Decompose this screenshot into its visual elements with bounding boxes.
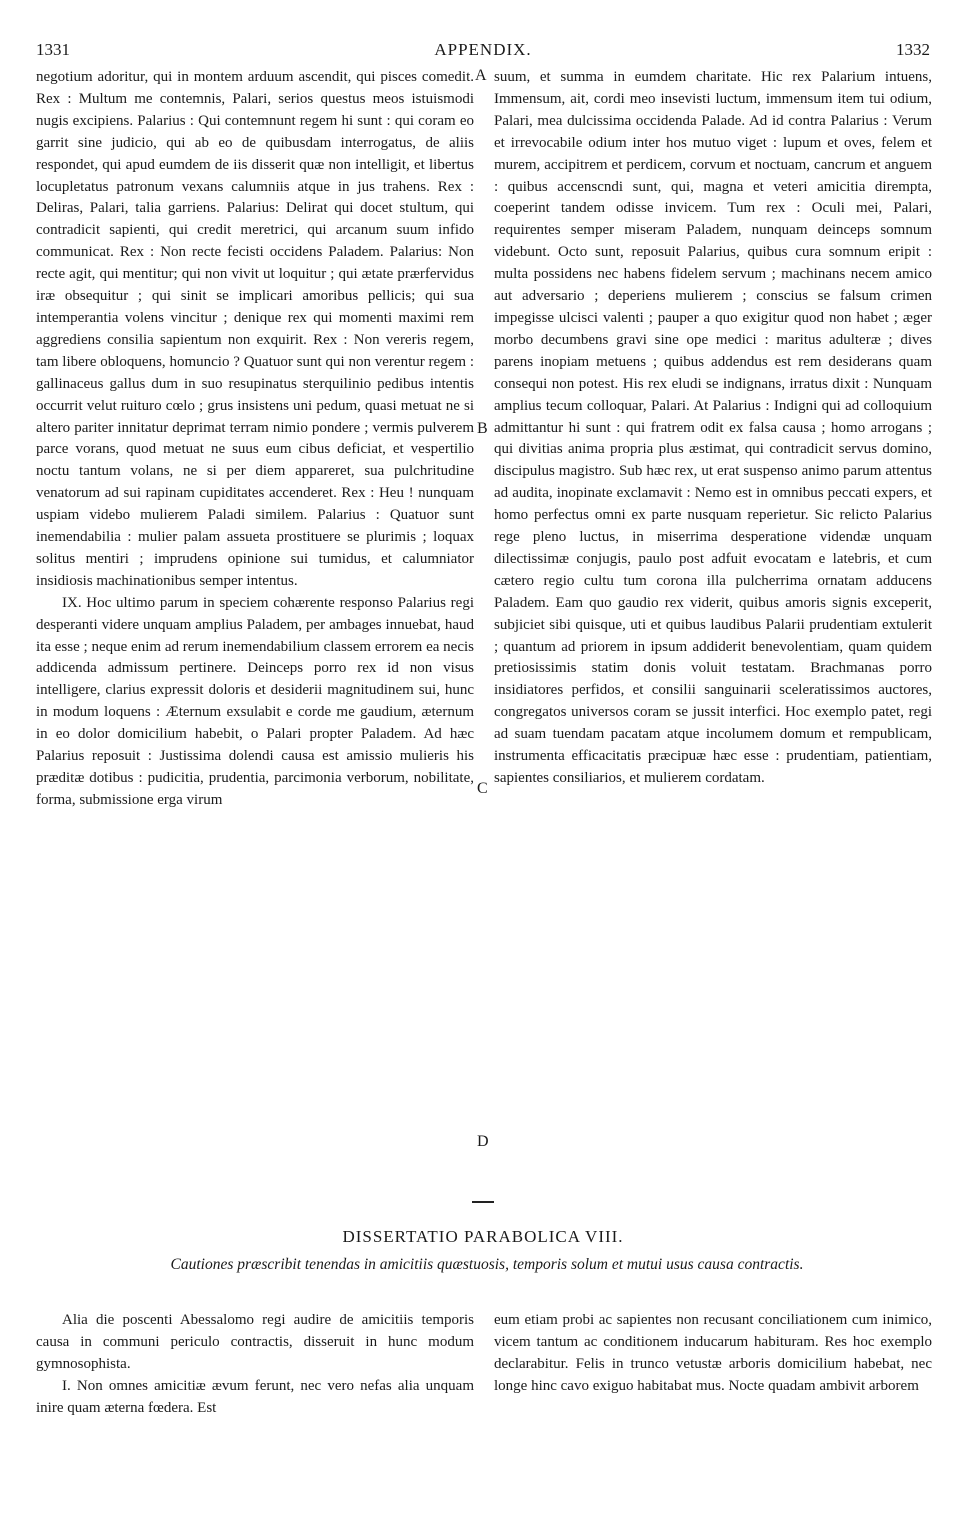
left-column (36, 67, 474, 812)
margin-marker-c: C (477, 780, 488, 797)
right-column (494, 67, 932, 790)
section-right-column (494, 1310, 932, 1398)
margin-marker-d: D (477, 1133, 489, 1150)
section-divider (472, 1201, 494, 1203)
running-head (36, 40, 930, 62)
paragraph: IX. Hoc ultimo parum in speciem cohærente responso Palarius regi desperanti videre unquam amplius Paladem, per ambages innuebat, haud ita esse ; neque enim ad rerum inemendabilium classem errorem ea necis addicenda admissum pertinere. Deinceps porro rex id non visus intelligere, clarius expressit doloris et desiderii magnitudinem sui, hunc in modum loquens : Æternum exsulabit e corde me gaudium, æternum in eo dolor domicilium habebit, o Palari propter Paladem. Ad hæc Palarius reposuit : Justissima dolendi causa est amissio mulieris his præditæ dotibus : pudicitia, prudentia, parcimonia verborum, nobilitate, forma, submissione erga virum (36, 594, 474, 808)
page-number-left: 1331 (36, 40, 70, 59)
paragraph: Alia die poscenti Abessalomo regi audire de amicitiis temporis causa in communi periculo contractis, disseruit in hunc modum gymnosophista. (36, 1312, 474, 1372)
page-number-right: 1332 (896, 40, 930, 59)
margin-marker-b: B (477, 420, 488, 437)
section-subtitle: Cautiones præscribit tenendas in amicitiis quæstuosis, temporis solum et mutui usus causa contractis. (170, 1256, 804, 1273)
margin-marker-a: A (475, 67, 487, 84)
paragraph: negotium adoritur, qui in montem arduum ascendit, qui pisces comedit. Rex : Multum me contemnis, Palari, serios questus meos istuismodi nugis excipiens. Palarius : Qui contemnunt regem hi sunt : qui coram eo garrit sine judicio, qui ab eo de quibusdam interrogatus, de aliis respondet, qui apud eumdem de iis disserit quæ non intelligit, et libertus locupletatus patronum vexans calumniis atque in jus trahens. Rex : Deliras, Palari, talia garriens. Palarius: Delirat qui docet stultum, qui contradicit sapienti, qui credit meretrici, qui arcanum suum infido communicat. Rex : Non recte fecisti occidens Paladem. Palarius: Non recte agit, qui mentitur; qui non vivit ut loquitur ; qui ætate prærfervidus iræ obsequitur ; qui sinit se implicari amoribus pellicis; qui sua intemperantia volens vincitur ; denique rex qui momenti maximi rem aggrediens consilia sapientum non exquirit. Rex : Non vereris regem, tam libere obloquens, homuncio ? Quatuor sunt qui non verentur regem : gallinaceus gallus dum in suo resupinatus sterquilinio pedibus intentis occurrit velut ruituro cœlo ; grus insistens uni pedum, quasi metuat ne si altero pariter innitatur deprimat terram nimio pondere ; vermis pulverem parce vorans, quod metuat ne suus eum cibus deficiat, et vespertilio noctu tantum volans, ne si per diem appareret, sua pulchritudine venatorum ad sui rapinam cupiditates accenderet. Rex : Heu ! nunquam uspiam videbo mulierem Paladi similem. Palarius : Quatuor sunt inemendabilia : mulier palam assueta prostituere se plurimis ; loquax solitus mentiri ; imprudens opinione sui tumidus, et calumniator insidiosis machinationibus semper intentus. (36, 69, 474, 589)
section-title: DISSERTATIO PARABOLICA VIII. (342, 1227, 624, 1246)
paragraph: suum, et summa in eumdem charitate. Hic rex Palarium intuens, Immensum, ait, cordi meo insevisti luctum, immensum item tui odium, Palari, mea dulcissima occidenda Palade. Ad id contra Palarius : Verum et irrevocabile odium inter hos mutuo viget : lupum et oves, felem et murem, accipitrem et perdicem, corvum et noctuam, cancrum et anguem : quibus accenscndi sunt, qui, magna et veteri amicitia dirempta, coeperint tandem odisse invicem. Tum rex : Oculi mei, Palari, requirentes semper miseram Paladem, nunquam deinceps somnum videbunt. Octo sunt, reposuit Palarius, quibus cura somnum eripit : multa possidens nec habens fidelem servum ; machinans necem amico aut adversario ; deperiens mulierem ; conscius se falsum crimen impegisse ulcisci valenti ; pauper a quo exigitur quod non habet ; æger morbo decumbens gravi sine ope medici : maritus adulteræ ; dives parens inopiam metuens ; quibus addendus est rem desiderans quam consequi non potest. His rex eludi se indignans, irratus dixit : Nunquam amplius tecum colloquar, Palari. At Palarius : Indigni qui ad colloquium admittantur hi sunt : qui fratrem odit ex falsa causa ; homo arrogans ; qui divitias anima propria plus æstimat, qui contradicit servus domino, discipulus magistro. Sub hæc rex, ut erat suspenso animo parum attentus ad audita, inopinate exclamavit : Nemo est in omnibus peccati expers, et homo perfectus omni ex parte nusquam reperietur. Sic relicto Palarius rege pleno luctus, in miserrima desperatione videndæ unquam dilectissimæ conjugis, paulo post adfuit evocatam e latebris, et cum cætero regio cultu tum corona illa pulcherrima ornatam adducens Paladem. Eam quo gaudio rex viderit, quibus amoris signis exceperit, subjiciet sibi quisque, uti et quibus laudibus Palarii prudentiam extulerit ; quantum ad priorem in ipsum addiderit benevolentiam, quam quidem pretiosissimis statim donis voluit testatam. Brachmanas porro insidiatores perfidos, et consilii sanguinarii sceleratissimos auctores, congregatos universos coram se jussit interfici. Hoc exemplo patet, regi ad suam tuendam pacatam atque incolumem domum et rempublicam, instrumenta efficacitatis præcipuæ hæc esse : prudentiam, patientiam, sapientes consiliarios, et mulierem cordatam. (494, 69, 932, 786)
paragraph: I. Non omnes amicitiæ ævum ferunt, nec vero nefas alia unquam inire quam æterna fœdera. Est (36, 1377, 474, 1416)
section-left-column (36, 1310, 474, 1420)
paragraph: eum etiam probi ac sapientes non recusant conciliationem cum inimico, vicem tantum ac conditionem inducarum habituram. Res hoc exemplo declarabitur. Felis in trunco vetustæ arboris domicilium habebat, nec longe hinc cavo exiguo habitabat mus. Nocte quadam ambivit arborem (494, 1312, 932, 1394)
running-title: APPENDIX. (434, 40, 532, 59)
